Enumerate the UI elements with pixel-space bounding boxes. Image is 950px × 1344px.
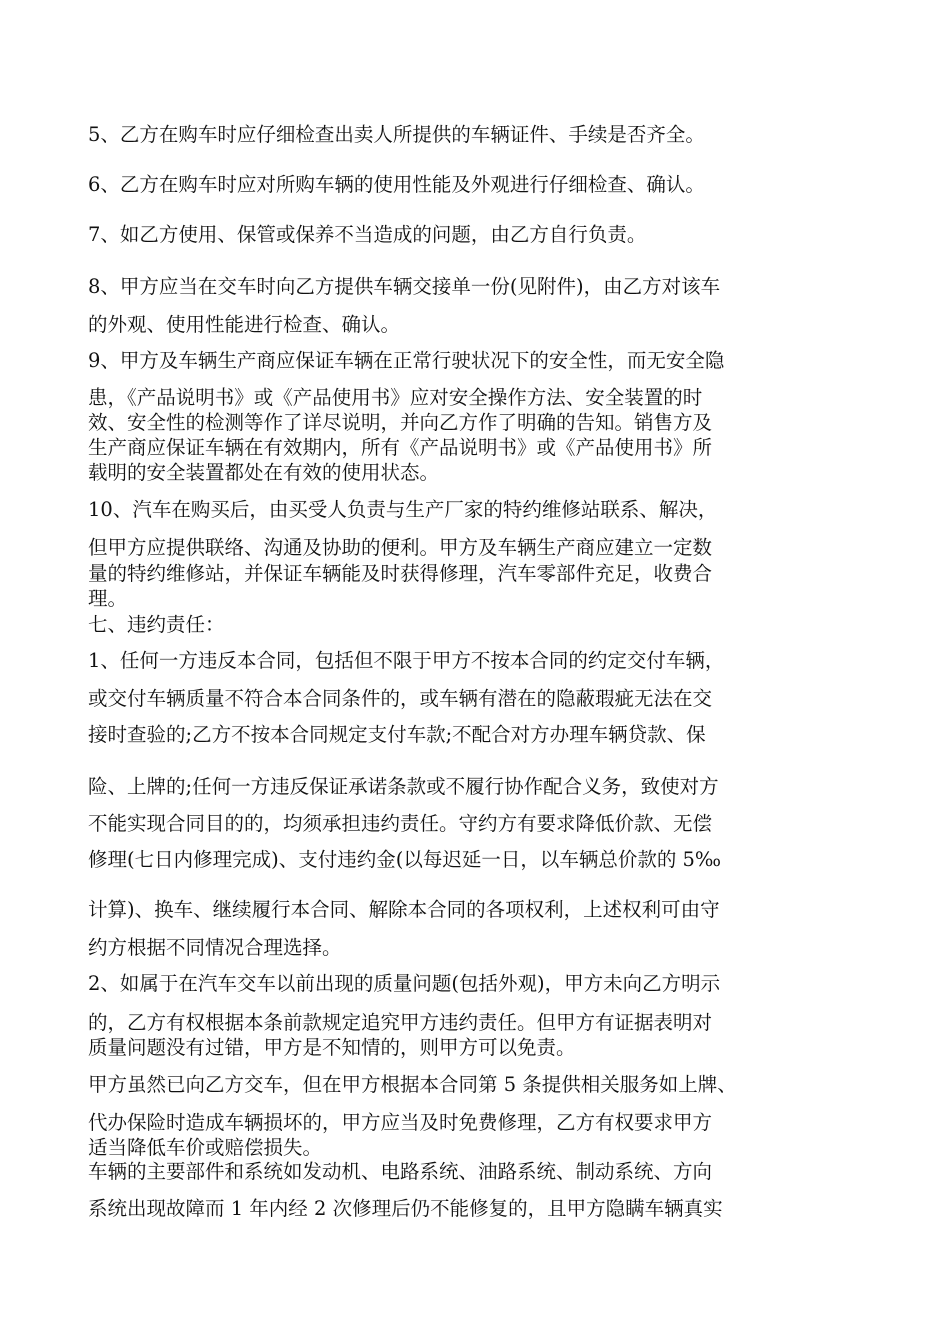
clause-5-line: 5、乙方在购车时应仔细检查出卖人所提供的车辆证件、手续是否齐全。 [88, 123, 705, 146]
clause-10-line-2: 但甲方应提供联络、沟通及协助的便利。甲方及车辆生产商应建立一定数 [88, 536, 713, 559]
clause-9-line-1: 9、甲方及车辆生产商应保证车辆在正常行驶状况下的安全性，而无安全隐 [88, 349, 725, 372]
clause-6-line: 6、乙方在购车时应对所购车辆的使用性能及外观进行仔细检查、确认。 [88, 173, 705, 196]
major-parts-line-1: 车辆的主要部件和系统如发动机、电路系统、油路系统、制动系统、方向 [88, 1160, 713, 1183]
breach-1-line-7: 计算)、换车、继续履行本合同、解除本合同的各项权利，上述权利可由守 [88, 898, 720, 921]
section-7-heading: 七、违约责任： [88, 613, 225, 636]
breach-1-line-3: 接时查验的;乙方不按本合同规定支付车款;不配合对方办理车辆贷款、保 [88, 723, 706, 746]
breach-1-line-5: 不能实现合同目的的，均须承担违约责任。守约方有要求降低价款、无偿 [88, 812, 713, 835]
clause-7-line: 7、如乙方使用、保管或保养不当造成的问题，由乙方自行负责。 [88, 223, 647, 246]
clause-8-line-2: 的外观、使用性能进行检查、确认。 [88, 313, 401, 336]
delivery-damage-line-3: 适当降低车价或赔偿损失。 [88, 1136, 323, 1159]
breach-1-line-2: 或交付车辆质量不符合本合同条件的，或车辆有潜在的隐蔽瑕疵无法在交 [88, 687, 713, 710]
clause-8-line-1: 8、甲方应当在交车时向乙方提供车辆交接单一份(见附件)，由乙方对该车 [88, 275, 721, 298]
clause-9-line-4: 生产商应保证车辆在有效期内，所有《产品说明书》或《产品使用书》所 [88, 436, 713, 459]
breach-1-line-1: 1、任何一方违反本合同，包括但不限于甲方不按本合同的约定交付车辆， [88, 649, 725, 672]
clause-10-line-3: 量的特约维修站，并保证车辆能及时获得修理，汽车零部件充足，收费合 [88, 562, 713, 585]
breach-1-line-6: 修理(七日内修理完成)、支付违约金(以每迟延一日，以车辆总价款的 5‰ [88, 848, 722, 871]
breach-1-line-4: 险、上牌的;任何一方违反保证承诺条款或不履行协作配合义务，致使对方 [88, 775, 719, 798]
major-parts-line-2: 系统出现故障而 1 年内经 2 次修理后仍不能修复的，且甲方隐瞒车辆真实 [88, 1197, 723, 1220]
clause-10-line-1: 10、汽车在购买后，由买受人负责与生产厂家的特约维修站联系、解决， [88, 498, 718, 521]
breach-1-line-8: 约方根据不同情况合理选择。 [88, 936, 342, 959]
delivery-damage-line-1: 甲方虽然已向乙方交车，但在甲方根据本合同第 5 条提供相关服务如上牌、 [88, 1073, 737, 1096]
clause-9-line-3: 效、安全性的检测等作了详尽说明，并向乙方作了明确的告知。销售方及 [88, 411, 713, 434]
breach-2-line-2: 的，乙方有权根据本条前款规定追究甲方违约责任。但甲方有证据表明对 [88, 1011, 713, 1034]
delivery-damage-line-2: 代办保险时造成车辆损坏的，甲方应当及时免费修理，乙方有权要求甲方 [88, 1111, 713, 1134]
clause-9-line-2: 患，《产品说明书》或《产品使用书》应对安全操作方法、安全装置的时 [88, 386, 703, 409]
breach-2-line-3: 质量问题没有过错，甲方是不知情的，则甲方可以免责。 [88, 1036, 576, 1059]
clause-10-line-4: 理。 [88, 587, 128, 610]
breach-2-line-1: 2、如属于在汽车交车以前出现的质量问题(包括外观)，甲方未向乙方明示 [88, 972, 721, 995]
clause-9-line-5: 载明的安全装置都处在有效的使用状态。 [88, 461, 440, 484]
